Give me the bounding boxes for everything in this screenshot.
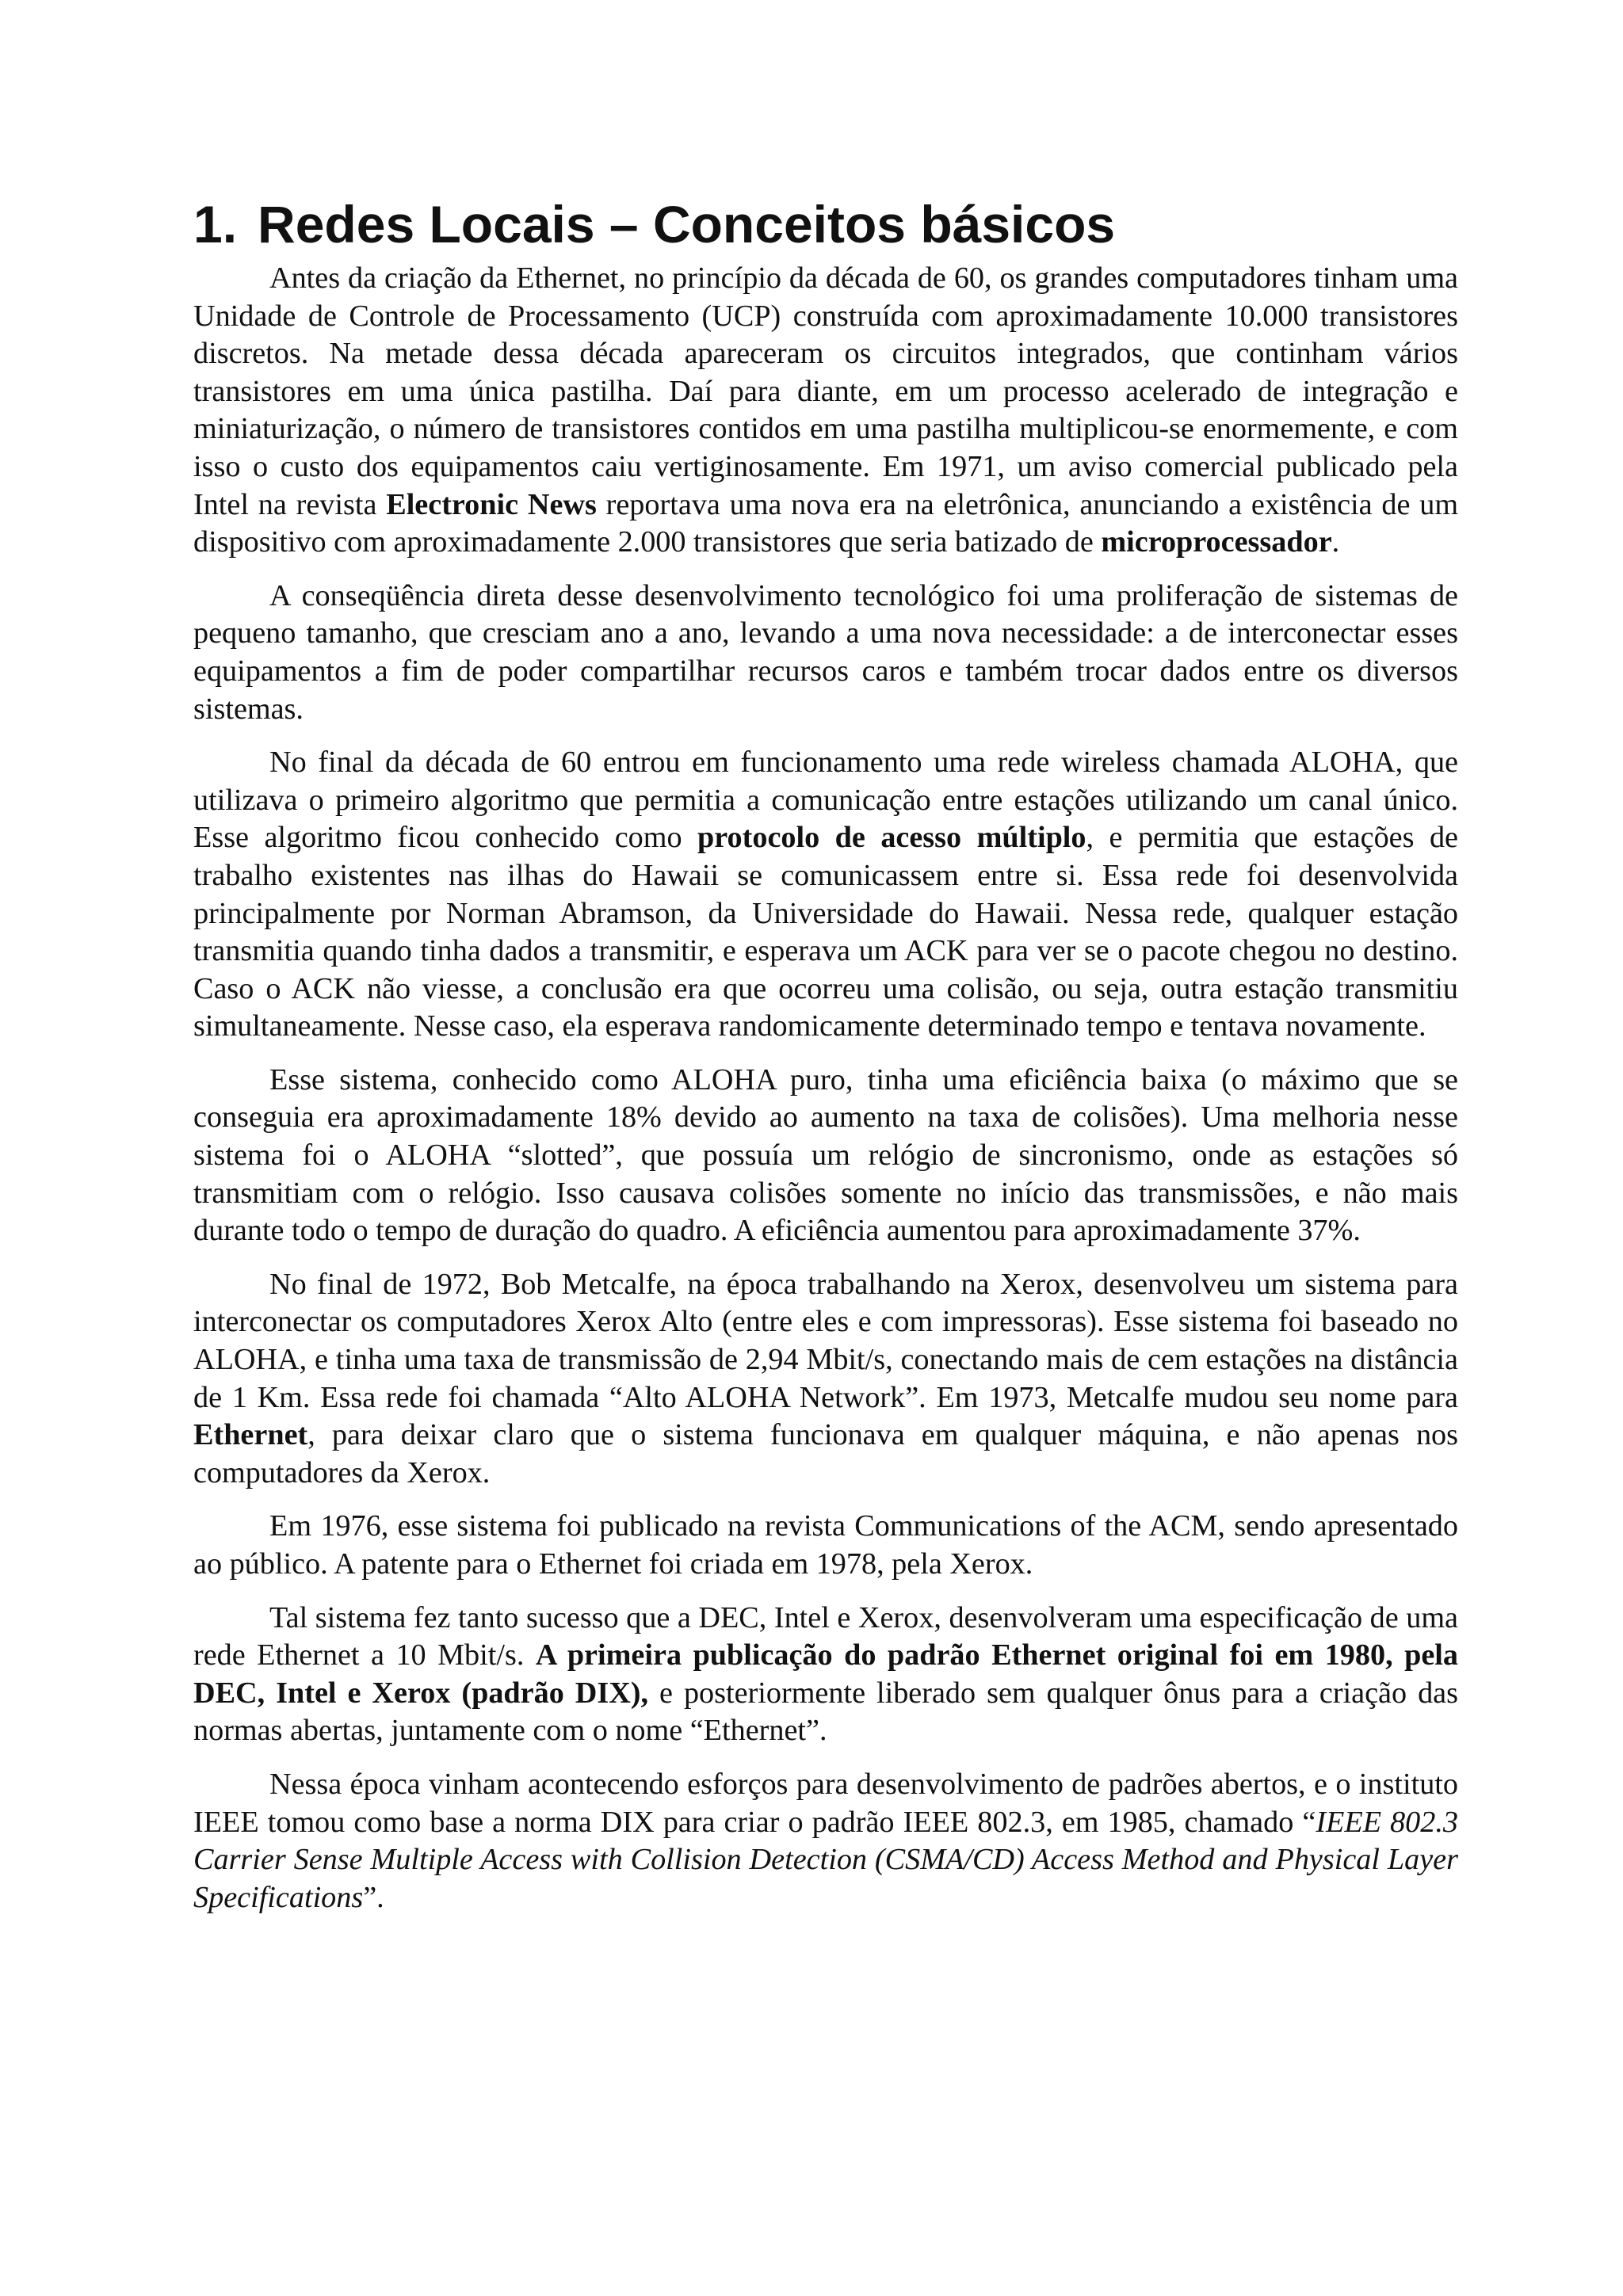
paragraph-text: , para deixar claro que o sistema funcionava em qualquer máquina, e não apenas nos computadores da Xerox. — [193, 1418, 1458, 1489]
paragraph-text: No final de 1972, Bob Metcalfe, na época trabalhando na Xerox, desenvolveu um sistema para interconectar os computadores Xerox Alto (entre eles e com impressoras). Esse sistema foi baseado no ALOHA, e tinha uma taxa de transmissão de 2,94 Mbit/s, conectando mais de cem estações na distância de 1 Km. Essa rede foi chamada “Alto ALOHA Network”. Em 1973, Metcalfe mudou seu nome para — [193, 1267, 1458, 1414]
paragraph-2 — [193, 578, 1458, 728]
bold-term-ethernet: Ethernet — [193, 1418, 308, 1452]
section-title: Redes Locais – Conceitos básicos — [258, 195, 1116, 254]
paragraph-text: . — [1331, 525, 1340, 559]
paragraph-1 — [193, 260, 1458, 562]
section-heading — [193, 190, 1458, 258]
bold-statement-dix: A primeira publicação do padrão Ethernet original foi em 1980, pela DEC, Intel e Xerox (padrão DIX), — [193, 1638, 1458, 1710]
paragraph-text: A conseqüência direta desse desenvolvimento tecnológico foi uma proliferação de sistemas de pequeno tamanho, que cresciam ano a ano, levando a uma nova necessidade: a de interconectar esses equipamentos a fim de poder compartilhar recursos caros e também trocar dados entre os diversos sistemas. — [193, 578, 1458, 726]
paragraph-text: Antes da criação da Ethernet, no princípio da década de 60, os grandes computadores tinham uma Unidade de Controle de Processamento (UCP) construída com aproximadamente 10.000 transistores discretos. Na metade dessa década apareceram os circuitos integrados, que continham vários transistores em uma única pastilha. Daí para diante, em um processo acelerado de integração e miniaturização, o número de transistores contidos em uma pastilha multiplicou-se enormemente, e com isso o custo dos equipamentos caiu vertiginosamente. Em 1971, um aviso comercial publicado pela Intel na revista — [193, 261, 1458, 521]
paragraph-text: e posteriormente liberado sem qualquer ônus para a criação das normas abertas, juntamente com o nome “Ethernet”. — [193, 1676, 1458, 1748]
paragraph-text: Tal sistema fez tanto sucesso que a DEC, Intel e Xerox, desenvolveram uma especificação de uma rede Ethernet a 10 Mbit/s. — [193, 1600, 1458, 1672]
paragraph-5 — [193, 1266, 1458, 1493]
paragraph-text: reportava uma nova era na eletrônica, anunciando a existência de um dispositivo com aproximadamente 2.000 transistores que seria batizado de — [193, 487, 1459, 559]
section-number: 1. — [193, 195, 238, 254]
paragraph-text: Em 1976, esse sistema foi publicado na revista Communications of the ACM, sendo apresentado ao público. A patente para o Ethernet foi criada em 1978, pela Xerox. — [193, 1509, 1458, 1581]
italic-standard-title: IEEE 802.3 Carrier Sense Multiple Access with Collision Detection (CSMA/CD) Access Method and Physical Layer Specifications — [193, 1805, 1458, 1914]
bold-term-electronic-news: Electronic News — [386, 487, 597, 521]
paragraph-7 — [193, 1600, 1458, 1750]
bold-term-protocolo: protocolo de acesso múltiplo — [697, 821, 1086, 855]
paragraph-text: Nessa época vinham acontecendo esforços para desenvolvimento de padrões abertos, e o instituto IEEE tomou como base a norma DIX para criar o padrão IEEE 802.3, em 1985, chamado “ — [193, 1767, 1458, 1839]
bold-term-microprocessador: microprocessador — [1101, 525, 1332, 559]
page-content — [193, 190, 1458, 1932]
paragraph-4 — [193, 1062, 1458, 1250]
paragraph-text: No final da década de 60 entrou em funcionamento uma rede wireless chamada ALOHA, que utilizava o primeiro algoritmo que permitia a comunicação entre estações utilizando um canal único. Esse algoritmo ficou conhecido como — [193, 746, 1458, 855]
paragraph-8 — [193, 1766, 1458, 1917]
paragraph-3 — [193, 744, 1458, 1046]
paragraph-text: , e permitia que estações de trabalho existentes nas ilhas do Hawaii se comunicassem entre si. Essa rede foi desenvolvida principalmente por Norman Abramson, da Universidade do Hawaii. Nessa rede, qualquer estação transmitia quando tinha dados a transmitir, e esperava um ACK para ver se o pacote chegou no destino. Caso o ACK não viesse, a conclusão era que ocorreu uma colisão, ou seja, outra estação transmitiu simultaneamente. Nesse caso, ela esperava randomicamente determinado tempo e tentava novamente. — [193, 821, 1458, 1043]
paragraph-text: ”. — [363, 1880, 384, 1914]
paragraph-6 — [193, 1508, 1458, 1583]
paragraph-text: Esse sistema, conhecido como ALOHA puro, tinha uma eficiência baixa (o máximo que se conseguia era aproximadamente 18% devido ao aumento na taxa de colisões). Uma melhoria nesse sistema foi o ALOHA “slotted”, que possuía um relógio de sincronismo, onde as estações só transmitiam com o relógio. Isso causava colisões somente no início das transmissões, e não mais durante todo o tempo de duração do quadro. A eficiência aumentou para aproximadamente 37%. — [193, 1062, 1458, 1248]
